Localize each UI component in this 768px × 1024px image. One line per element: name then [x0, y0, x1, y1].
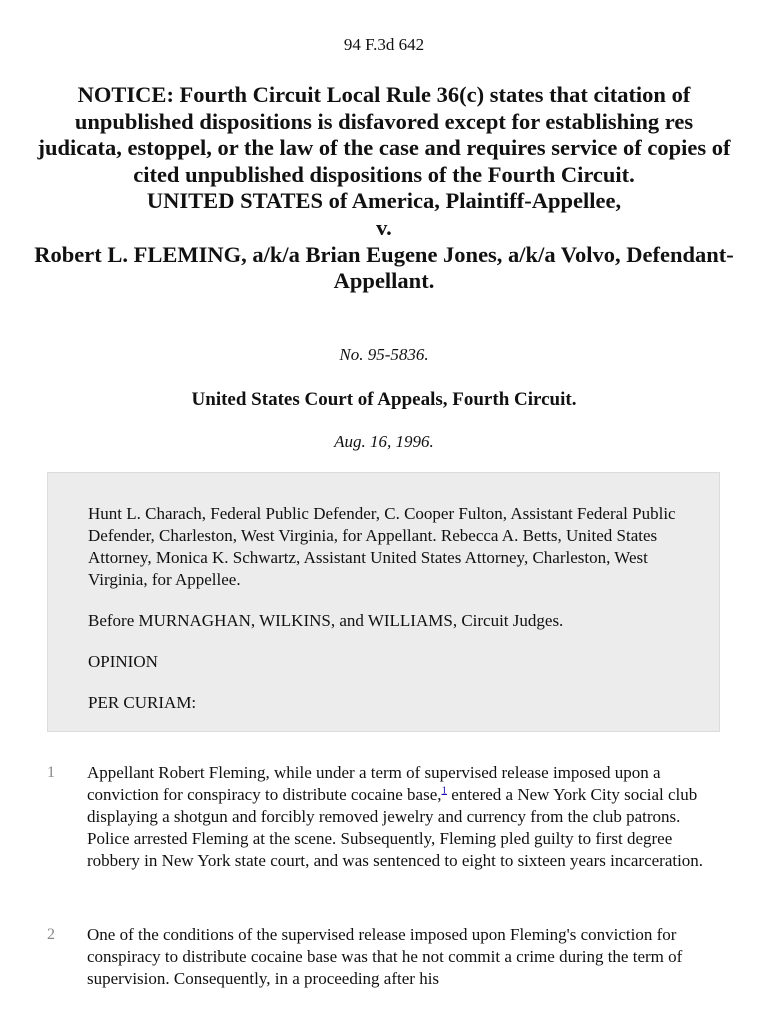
- per-curiam-label: PER CURIAM:: [88, 693, 197, 712]
- notice-text: NOTICE: Fourth Circuit Local Rule 36(c) states that citation of unpublished dispositions is disfavored except for establishing res judicata, estoppel, or the law of the case and requires service of copies of cited unpublished dispositions of the Fourth Circuit.: [37, 82, 731, 187]
- paragraph-number: 2: [47, 926, 55, 943]
- paragraph-number: 1: [47, 764, 55, 781]
- paragraph-text: [87, 762, 717, 872]
- case-title: [30, 82, 738, 295]
- plaintiff-line: UNITED STATES of America, Plaintiff-Appellee,: [146, 188, 622, 214]
- judges-text: Before MURNAGHAN, WILKINS, and WILLIAMS, Circuit Judges.: [88, 611, 564, 630]
- paragraph-text: One of the conditions of the supervised release imposed upon Fleming's conviction for conspiracy to distribute cocaine base was that he not commit a crime during the term of supervision. Consequently, in a proceeding after his: [87, 925, 683, 988]
- footnote-link[interactable]: 1: [441, 784, 448, 797]
- counsel-box: [47, 472, 720, 732]
- docket-number: No. 95-5836.: [339, 345, 429, 364]
- decision-date: Aug. 16, 1996.: [334, 432, 434, 451]
- paragraph-text-end: entered a New York City social club displaying a shotgun and forcibly removed jewelry and currency from the club patrons. Police arrested Fleming at the scene. Subsequently, Fleming pled guilty to first degree robbery in New York state court, and was sentenced to eight to sixteen years incarceration.: [87, 785, 704, 870]
- opinion-label: OPINION: [88, 652, 158, 671]
- counsel-text: Hunt L. Charach, Federal Public Defender, C. Cooper Fulton, Assistant Federal Public Defender, Charleston, West Virginia, for Appellant. Rebecca A. Betts, United States Attorney, Monica K. Schwartz, Assistant United States Attorney, Charleston, West Virginia, for Appellee.: [88, 504, 676, 589]
- court-name: United States Court of Appeals, Fourth Circuit.: [191, 389, 577, 410]
- defendant-line: Robert L. FLEMING, a/k/a Brian Eugene Jones, a/k/a Volvo, Defendant-Appellant.: [34, 241, 734, 294]
- versus-line: v.: [376, 214, 392, 240]
- reporter-citation: 94 F.3d 642: [343, 35, 425, 54]
- paragraph-text-start: Appellant Robert Fleming, while under a term of supervised release imposed upon a conviction for conspiracy to distribute cocaine base,: [87, 763, 661, 804]
